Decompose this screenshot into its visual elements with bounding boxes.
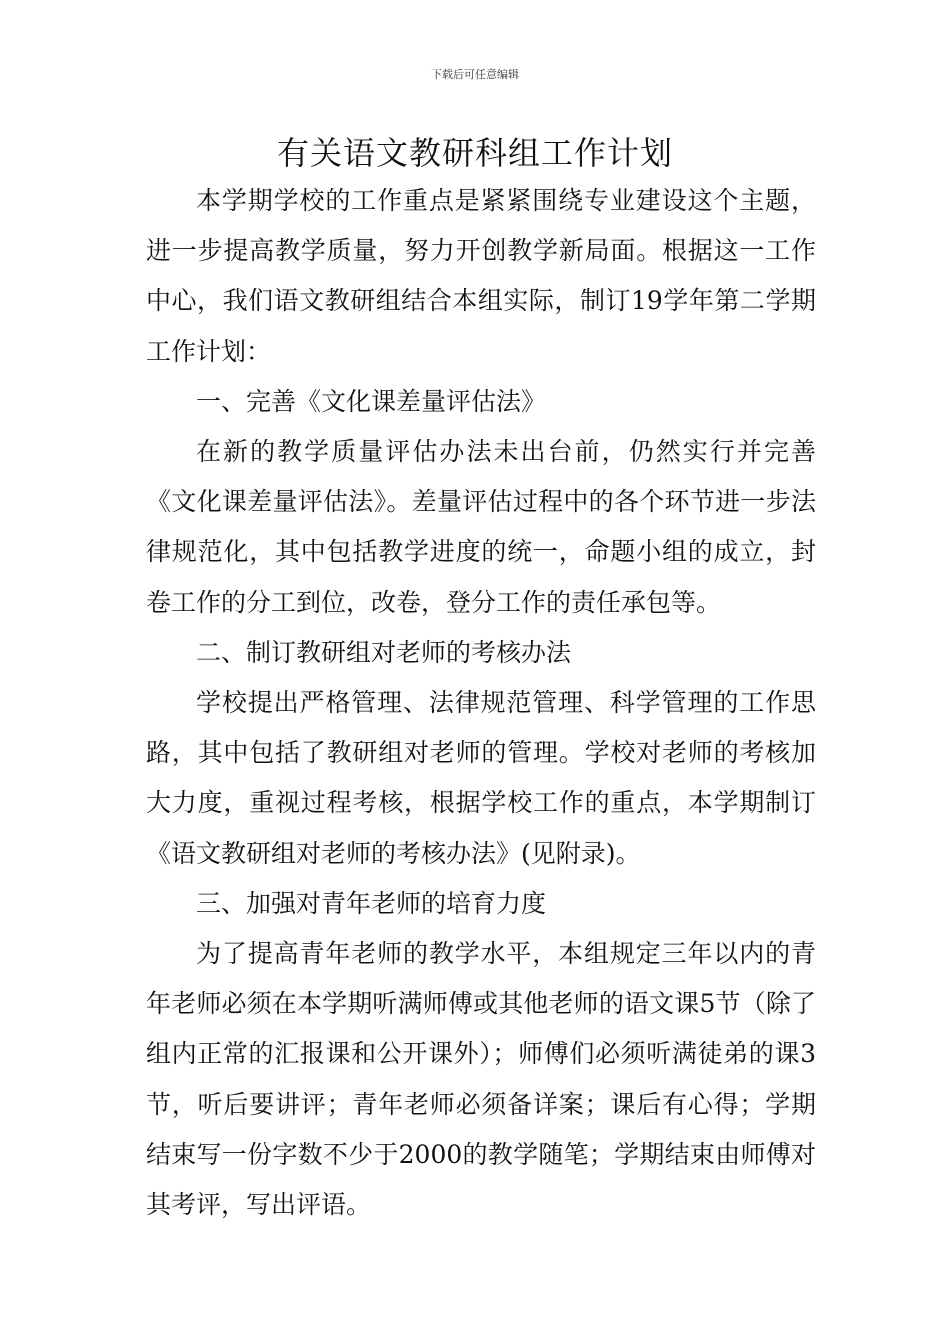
paragraph-section-2: 学校提出严格管理、法律规范管理、科学管理的工作思路，其中包括了教研组对老师的管理。学校对老师的考核加大力度，重视过程考核，根据学校工作的重点，本学期制订《语文教研组对老师的考核办法》(见附录)。: [146, 688, 816, 868]
header-note: 下载后可任意编辑: [431, 68, 519, 81]
paragraph-section-3: 为了提高青年老师的教学水平，本组规定三年以内的青年老师必须在本学期听满师傅或其他老师的语文课5节（除了组内正常的汇报课和公开课外）；师傅们必须听满徒弟的课3节，听后要讲评；青年老师必须备详案；课后有心得；学期结束写一份字数不少于2000的教学随笔；学期结束由师傅对其考评，写出评语。: [146, 939, 816, 1220]
section-heading-2: 二、制订教研组对老师的考核办法: [196, 637, 572, 667]
paragraph-section-1: 在新的教学质量评估办法未出台前，仍然实行并完善《文化课差量评估法》。差量评估过程中的各个环节进一步法律规范化，其中包括教学进度的统一，命题小组的成立，封卷工作的分工到位，改卷，登分工作的责任承包等。: [146, 437, 816, 617]
section-heading-3: 三、加强对青年老师的培育力度: [196, 888, 547, 918]
document-title: 有关语文教研科组工作计划: [276, 134, 673, 172]
section-heading-1: 一、完善《文化课差量评估法》: [196, 386, 547, 416]
document-body: [146, 176, 816, 1230]
paragraph-intro: 本学期学校的工作重点是紧紧围绕专业建设这个主题，进一步提高教学质量，努力开创教学新局面。根据这一工作中心，我们语文教研组结合本组实际，制订19学年第二学期工作计划：: [146, 186, 816, 366]
